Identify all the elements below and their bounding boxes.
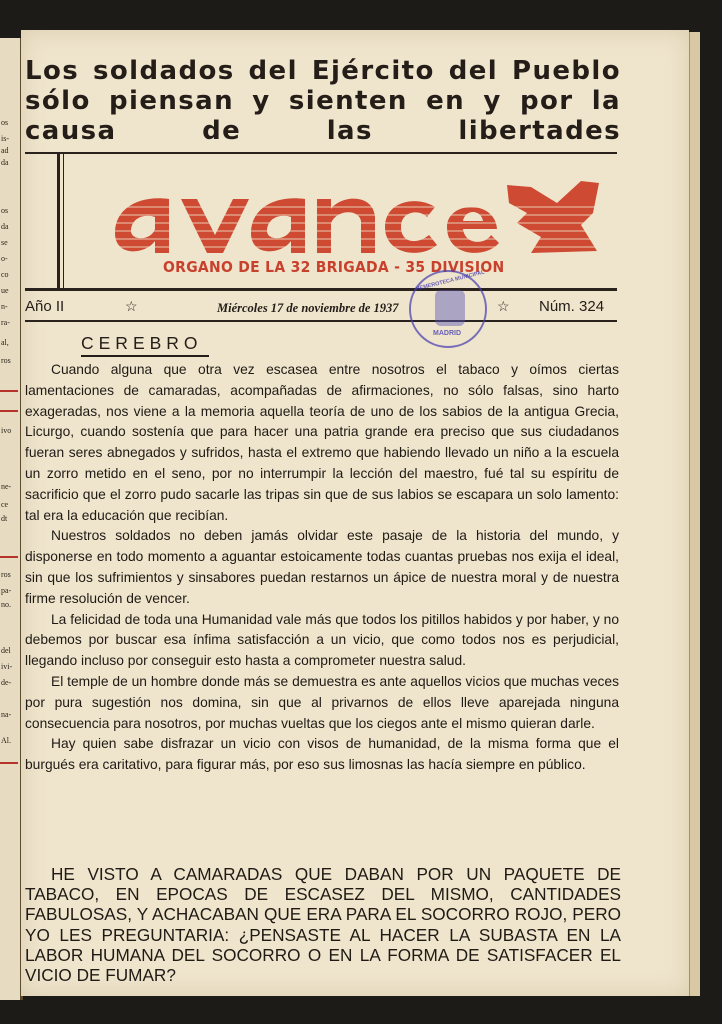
left-page-fragment: co — [1, 270, 9, 279]
left-page-rule — [0, 410, 18, 412]
left-page-rule — [0, 762, 18, 764]
article-paragraph: Cuando alguna que otra vez escasea entre nosotros el tabaco y oímos ciertas lamentaciones de camaradas, acompañadas de afirmaciones, no sólo falsas, sino harto exageradas, nos viene a la memoria aquella teoría de uno de los sabios de la antigua Grecia, Licurgo, cuando sostenía que para hacer una patria grande era preciso que sus ciudadanos fueran seres abnegados y sufridos, hasta el extremo que habiendo llevado un niño a la escuela un zorro metido en el seno, por no interrumpir la lección del maestro, fué tal su espíritu de sacrificio que el zorro pudo sacarle las tripas sin que de sus labios se escapara un solo lamento: tal era la educación que recibían. — [25, 362, 619, 523]
masthead-left-rule — [57, 154, 60, 289]
left-page-fragment: is- — [1, 134, 9, 143]
left-page-fragment: ad — [1, 146, 9, 155]
headline-rule — [25, 152, 617, 154]
article-paragraph: La felicidad de toda una Humanidad vale más que todos los pitillos habidos y por haber, y no debemos por buscar esa ínfima satisfacción a un vicio, que como todos nos es perjudicial, llegando incluso por conseguir esto hasta a comprometer nuestra salud. — [25, 611, 619, 669]
left-page-fragment: o- — [1, 254, 8, 263]
left-page-fragment: dt — [1, 514, 8, 523]
left-page-fragment: ros — [1, 356, 11, 365]
left-page-rule — [0, 556, 18, 558]
left-page-fragment: de- — [1, 678, 12, 687]
left-page-fragment: del — [1, 646, 11, 655]
left-page-fragment: ivi- — [1, 662, 13, 671]
page-edge — [689, 32, 700, 996]
masthead-left-rule-inner — [63, 154, 64, 289]
left-facing-page — [0, 38, 23, 1000]
left-page-fragment: da — [1, 222, 9, 231]
avance-logo — [111, 173, 601, 259]
article-paragraph: Hay quien sabe disfrazar un vicio con visos de humanidad, de la misma forma que el burgués era caritativo, para figurar más, por eso sus limosnas las hacía siempre en público. — [25, 736, 619, 773]
article-body — [25, 360, 619, 776]
left-page-fragment: pa- — [1, 586, 12, 595]
stamp-top-text: HEMEROTECA MUNICIPAL — [415, 269, 486, 293]
issue-year: Año II — [25, 298, 65, 315]
article-title: CEREBRO — [81, 333, 209, 357]
article-paragraph: Nuestros soldados no deben jamás olvidar este pasaje de la historia del mundo, y disponerse en todo momento a aguantar estoicamente todas cuantas pruebas nos exija el ideal, sin que los sufrimientos y sinsabores puedan restarnos un ápice de nuestra moral y de nuestra firme resolución de vencer. — [25, 528, 619, 606]
left-page-fragment: ros — [1, 570, 11, 579]
left-page-fragment: ce — [1, 500, 9, 509]
star-icon: ☆ — [497, 298, 510, 314]
left-page-fragment: ra- — [1, 318, 10, 327]
issue-number: Núm. 324 — [539, 298, 605, 315]
issue-info-rule — [25, 320, 617, 322]
left-page-fragment: na- — [1, 710, 12, 719]
left-page-fragment: da — [1, 158, 9, 167]
masthead-bottom-rule — [25, 288, 617, 291]
left-page-fragment: ne- — [1, 482, 12, 491]
left-page-fragment: ue — [1, 286, 9, 295]
left-page-fragment: os — [1, 206, 9, 215]
left-page-fragment: ivo — [1, 426, 12, 435]
page-headline: Los soldados del Ejército del Pueblo sólo piensan y sienten en y por la causa de las libertades — [25, 56, 621, 146]
left-page-rule — [0, 390, 18, 392]
left-page-fragment: se — [1, 238, 8, 247]
stamp-emblem-icon — [435, 290, 465, 326]
issue-date: Miércoles 17 de noviembre de 1937 — [217, 301, 399, 315]
article-closing-statement: HE VISTO A CAMARADAS QUE DABAN POR UN PAQUETE DE TABACO, EN EPOCAS DE ESCASEZ DEL MISMO, CANTIDADES FABULOSAS, Y ACHACABAN QUE ERA PARA EL SOCORRO ROJO, PERO YO LES PREGUNTARIA: ¿PENSASTE AL HACER LA SUBASTA EN LA LABOR HUMANA DEL SOCORRO O EN LA FORMA DE SATISFACER EL VICIO DE FUMAR? — [25, 864, 621, 986]
article-paragraph: El temple de un hombre donde más se demuestra es ante aquellos vicios que muchas veces por pura sugestión nos domina, sin que al privarnos de ellos lleve aparejada ninguna consecuencia para nosotros, por muchas vueltas que los ciegos ante el mismo quieran darle. — [25, 673, 619, 731]
left-page-fragment: Al. — [1, 736, 11, 745]
left-page-fragment: n- — [1, 302, 8, 311]
left-page-fragment: al, — [1, 338, 9, 347]
star-icon: ☆ — [125, 298, 138, 314]
stamp-bottom-text: MADRID — [433, 330, 461, 337]
masthead-subtitle: ORGANO DE LA 32 BRIGADA - 35 DIVISION — [163, 258, 505, 276]
newspaper-page — [21, 30, 689, 996]
library-stamp — [409, 270, 487, 348]
left-page-fragment: no. — [1, 600, 11, 609]
left-page-fragment: os — [1, 118, 9, 127]
